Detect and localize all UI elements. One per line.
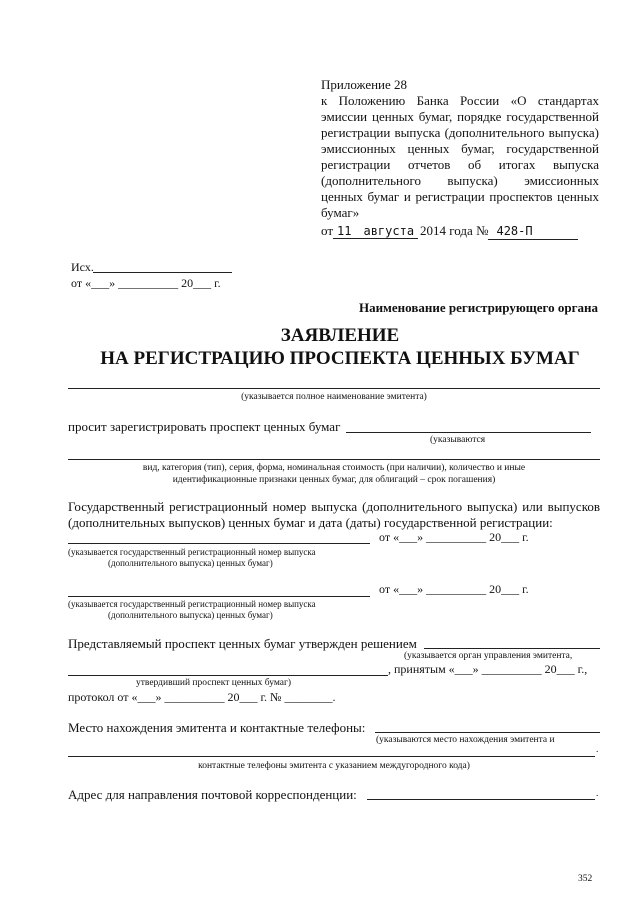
appendix-line: ценных бумаг и регистрации проспектов ценных	[321, 189, 599, 204]
appendix-title: Приложение 28	[321, 77, 408, 92]
appendix-line: к Положению Банка России «О стандартах	[321, 93, 599, 108]
request-hint-right: (указываются	[430, 435, 486, 445]
request-hint-2: идентификационные признаки ценных бумаг, для облигаций – срок погашения)	[172, 475, 496, 485]
title-line-1: ЗАЯВЛЕНИЕ	[280, 325, 400, 346]
outgoing-number-line	[93, 272, 232, 273]
date-day: 11	[333, 224, 355, 239]
reg-number-line-1	[68, 543, 370, 544]
approval-hint-left: утвердивший проспект ценных бумаг)	[136, 678, 292, 688]
issuer-hint: (указывается полное наименование эмитента)	[241, 392, 427, 402]
location-hint-right: (указываются место нахождения эмитента и	[376, 735, 555, 745]
reg-hint-2a: (указывается государственный регистрационный номер выпуска	[68, 599, 316, 609]
approval-body-line	[424, 648, 600, 649]
appendix-line: эмиссионных ценных бумаг, государственной	[321, 141, 599, 156]
appendix-block	[321, 77, 599, 240]
page-number: 352	[578, 874, 593, 884]
date-month: августа	[355, 224, 418, 239]
appendix-date	[321, 223, 599, 240]
location-text: Место нахождения эмитента и контактные телефоны:	[68, 720, 366, 735]
issuer-name-line	[68, 388, 600, 389]
mail-dot: .	[596, 789, 599, 799]
reg-number-line-2	[68, 596, 370, 597]
request-text: просит зарегистрировать проспект ценных бумаг	[68, 419, 341, 434]
reg-date-1: от «___» __________ 20___ г.	[379, 530, 529, 544]
authority-label: Наименование регистрирующего органа	[358, 300, 598, 315]
mail-text: Адрес для направления почтовой корреспонденции:	[68, 787, 357, 802]
outgoing-date: от «___» __________ 20___ г.	[71, 276, 221, 290]
location-hint-2: контактные телефоны эмитента с указанием междугородного кода)	[198, 761, 470, 771]
reg-date-2: от «___» __________ 20___ г.	[379, 582, 529, 596]
title-line-2: НА РЕГИСТРАЦИЮ ПРОСПЕКТА ЦЕННЫХ БУМАГ	[100, 348, 580, 369]
location-line	[375, 732, 600, 733]
registration-line-2: (дополнительных выпусков) ценных бумаг и дата (даты) государственной регистрации:	[68, 515, 553, 530]
appendix-line: эмиссии ценных бумаг, порядке государственной	[321, 109, 599, 124]
outgoing-label: Исх.	[71, 260, 94, 274]
reg-hint-2b: (дополнительного выпуска) ценных бумаг)	[108, 610, 273, 620]
approval-text: Представляемый проспект ценных бумаг утвержден решением	[68, 636, 417, 651]
location-line-2	[68, 756, 595, 757]
registration-line-1: Государственный регистрационный номер выпуска (дополнительного выпуска) или выпусков	[68, 499, 600, 514]
location-dot: .	[596, 745, 599, 755]
request-hint-1: вид, категория (тип), серия, форма, номинальная стоимость (при наличии), количество и иные	[142, 463, 526, 473]
page-title	[40, 324, 640, 370]
appendix-line: (дополнительного выпуска) эмиссионных	[321, 173, 599, 188]
date-prefix: от	[321, 223, 334, 238]
approval-accepted: , принятым «___» __________ 20___ г.,	[388, 662, 588, 676]
appendix-last-line: бумаг»	[321, 205, 360, 220]
securities-line	[346, 432, 591, 433]
securities-line-2	[68, 459, 600, 460]
doc-number: 428-П	[488, 223, 578, 240]
mail-line	[367, 799, 595, 800]
reg-hint-1a: (указывается государственный регистрационный номер выпуска	[68, 547, 316, 557]
approval-body-line-2	[68, 675, 388, 676]
appendix-line: регистрации отчетов об итогах выпуска	[321, 157, 599, 172]
appendix-line: регистрации выпуска (дополнительного выпуска)	[321, 125, 599, 140]
date-year: 2014 года №	[420, 223, 489, 238]
approval-hint-right: (указывается орган управления эмитента,	[404, 651, 573, 661]
protocol-line: протокол от «___» __________ 20___ г. № ________.	[68, 690, 336, 704]
reg-hint-1b: (дополнительного выпуска) ценных бумаг)	[108, 558, 273, 568]
